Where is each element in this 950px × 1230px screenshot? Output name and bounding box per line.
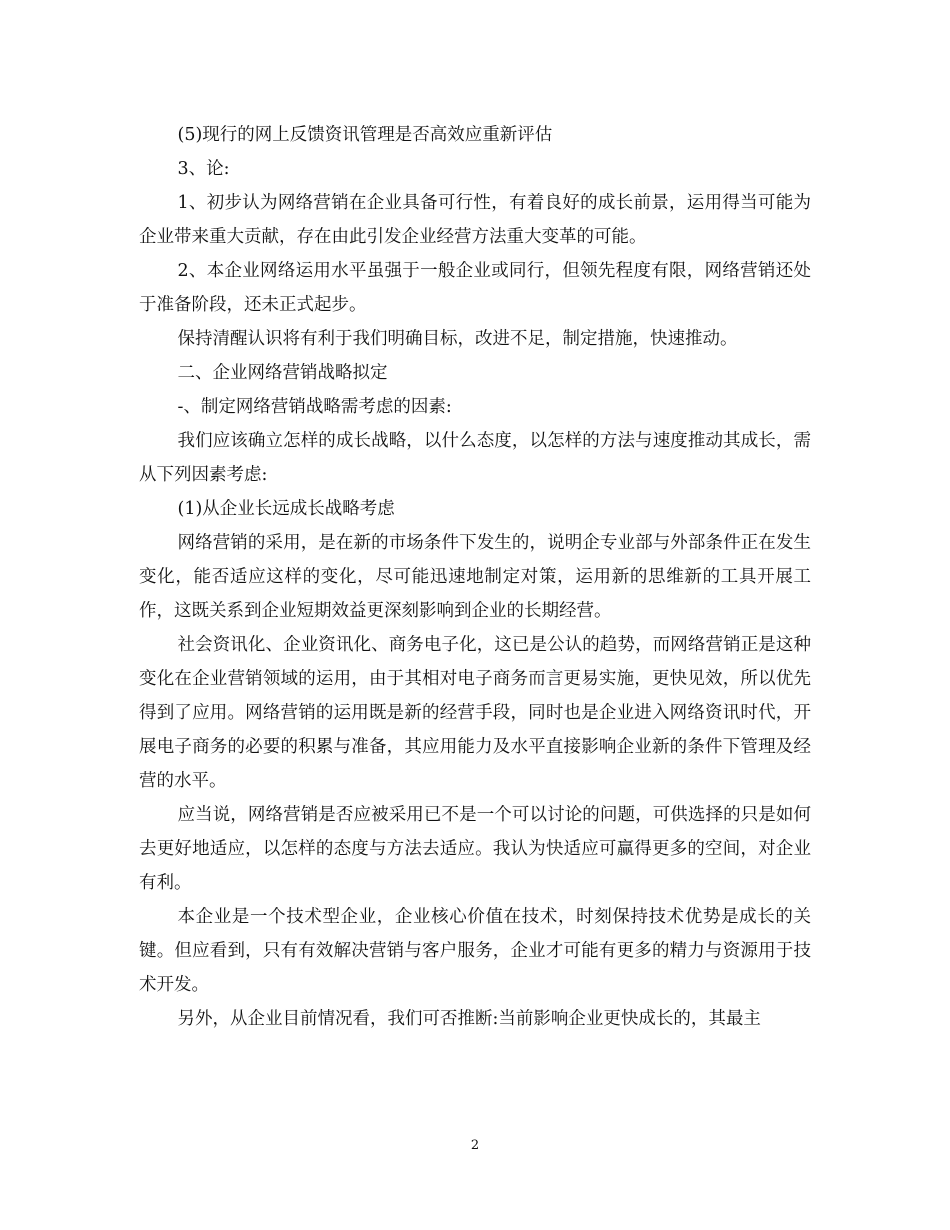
paragraph: 应当说，网络营销是否应被采用已不是一个可以讨论的问题，可供选择的只是如何去更好地适应，以怎样的态度与方法去适应。我认为快适应可赢得更多的空间，对企业有利。 (139, 805, 811, 893)
subsection-heading: -、制定网络营销战略需考虑的因素: (177, 397, 452, 417)
paragraph: 保持清醒认识将有利于我们明确目标，改进不足，制定措施，快速推动。 (177, 329, 738, 349)
paragraph: 另外，从企业目前情况看，我们可否推断:当前影响企业更快成长的，其最主 (177, 1009, 761, 1029)
body-text (139, 118, 811, 1036)
paragraph: 本企业是一个技术型企业，企业核心价值在技术，时刻保持技术优势是成长的关键。但应看到，只有有效解决营销与客户服务，企业才可能有更多的精力与资源用于技术开发。 (139, 907, 811, 995)
page-number: 2 (470, 1138, 480, 1153)
subsection-heading: (1)从企业长远成长战略考虑 (177, 499, 395, 519)
paragraph: 3、论: (177, 159, 230, 179)
paragraph: 2、本企业网络运用水平虽强于一般企业或同行，但领先程度有限，网络营销还处于准备阶段，还未正式起步。 (139, 261, 811, 315)
paragraph: 社会资讯化、企业资讯化、商务电子化，这已是公认的趋势，而网络营销正是这种变化在企业营销领域的运用，由于其相对电子商务而言更易实施，更快见效，所以优先得到了应用。网络营销的运用既是新的经营手段，同时也是企业进入网络资讯时代，开展电子商务的必要的积累与准备，其应用能力及水平直接影响企业新的条件下管理及经营的水平。 (139, 635, 811, 791)
section-heading: 二、企业网络营销战略拟定 (177, 363, 388, 383)
paragraph: 1、初步认为网络营销在企业具备可行性，有着良好的成长前景，运用得当可能为企业带来重大贡献，存在由此引发企业经营方法重大变革的可能。 (139, 193, 811, 247)
paragraph: 我们应该确立怎样的成长战略，以什么态度，以怎样的方法与速度推动其成长，需从下列因素考虑: (139, 431, 811, 485)
paragraph: (5)现行的网上反馈资讯管理是否高效应重新评估 (177, 125, 553, 145)
paragraph: 网络营销的采用，是在新的市场条件下发生的，说明企专业部与外部条件正在发生变化，能否适应这样的变化，尽可能迅速地制定对策，运用新的思维新的工具开展工作，这既关系到企业短期效益更深刻影响到企业的长期经营。 (139, 533, 811, 621)
